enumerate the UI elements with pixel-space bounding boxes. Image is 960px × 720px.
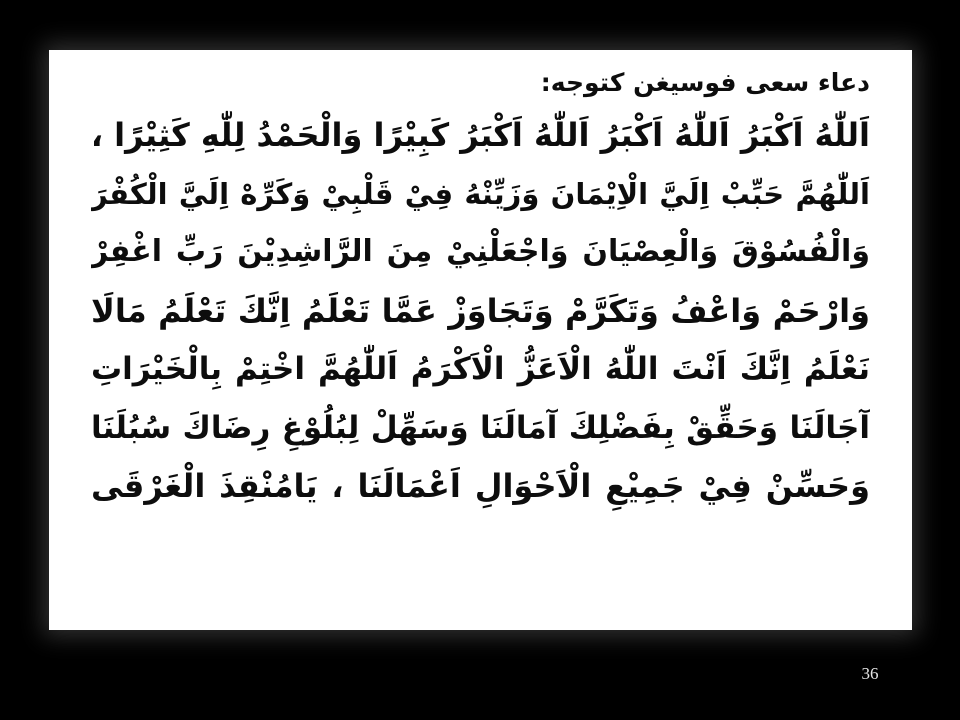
- text-line: وَالْفُسُوْقَ وَالْعِصْيَانَ وَاجْعَلْنِيْ مِنَ الرَّاشِدِيْنَ رَبِّ اغْفِرْ: [91, 234, 870, 269]
- prayer-text: [91, 106, 870, 516]
- scanned-page: [49, 50, 912, 630]
- page-number: 36: [861, 664, 879, 683]
- text-line: وَحَسِّنْ فِيْ جَمِيْعِ الْاَحْوَالِ اَعْمَالَنَا ، يَامُنْقِذَ الْغَرْقَى: [91, 467, 870, 505]
- text-line: آجَالَنَا وَحَقِّقْ بِفَضْلِكَ آمَالَنَا وَسَهِّلْ لِبُلُوْغِ رِضَاكَ سُبُلَنَا: [91, 409, 870, 446]
- text-line: نَعْلَمُ اِنَّكَ اَنْتَ اللّٰهُ الْاَعَزُّ الْاَكْرَمُ اَللّٰهُمَّ اخْتِمْ بِالْخَيْرَاتِ: [91, 351, 870, 387]
- text-line: اَللّٰهُ اَكْبَرُ اَللّٰهُ اَكْبَرُ اَللّٰهُ اَكْبَرُ كَبِيْرًا وَالْحَمْدُ لِلّٰهِ كَثِيْرًا ،: [91, 116, 870, 154]
- doc-title: دعاء سعى فوسيغن كتوجه:: [540, 68, 870, 97]
- text-line: وَارْحَمْ وَاعْفُ وَتَكَرَّمْ وَتَجَاوَزْ عَمَّا تَعْلَمُ اِنَّكَ تَعْلَمُ مَالَا: [91, 291, 870, 330]
- text-line: اَللّٰهُمَّ حَبِّبْ اِلَيَّ الْاِيْمَانَ وَزَيِّنْهُ فِيْ قَلْبِيْ وَكَرِّهْ اِلَيَّ الْكُفْرَ: [91, 176, 870, 211]
